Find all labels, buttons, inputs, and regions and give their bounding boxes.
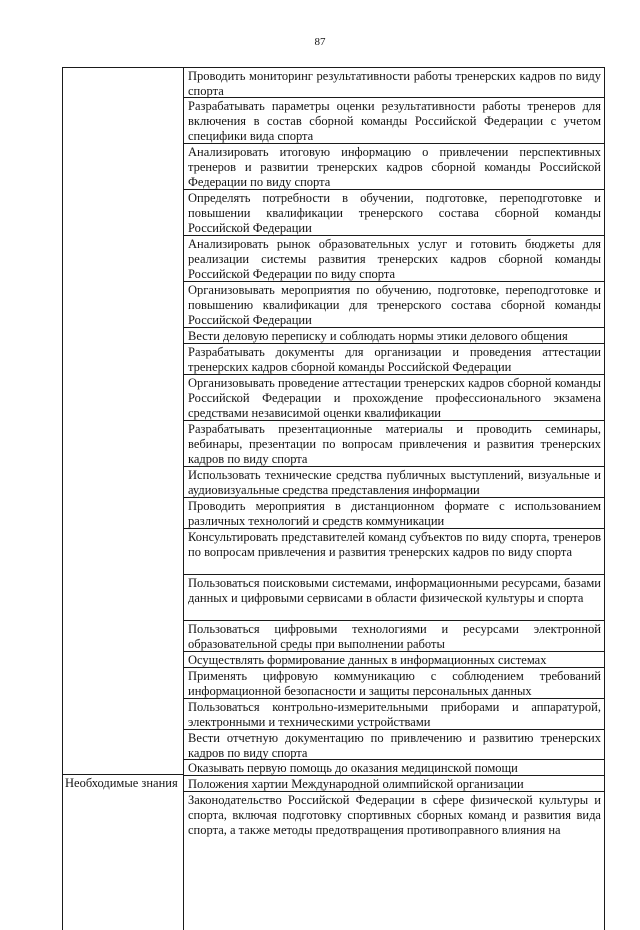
skill-cell: Разрабатывать документы для организации и проведения аттестации тренерских кадров сборной команды Российской Федерации (184, 344, 604, 375)
skill-cell: Пользоваться цифровыми технологиями и ресурсами электронной образовательной среды при выполнении работы (184, 621, 604, 652)
skill-cell: Проводить мониторинг результативности работы тренерских кадров по виду спорта (184, 68, 604, 98)
knowledge-label: Необходимые знания (65, 774, 181, 791)
skill-cell: Оказывать первую помощь до оказания медицинской помощи (184, 760, 604, 776)
skill-cell: Организовывать мероприятия по обучению, подготовке, переподготовке и повышению квалификации для тренерского состава сборной команды Российской Федерации (184, 282, 604, 328)
skill-cell: Пользоваться контрольно-измерительными приборами и аппаратурой, электронными и техническими устройствами (184, 699, 604, 730)
skill-cell: Определять потребности в обучении, подготовке, переподготовке и повышении квалификации тренерского состава сборной команды Российской Федерации (184, 190, 604, 236)
skill-cell: Организовывать проведение аттестации тренерских кадров сборной команды Российской Федерации и прохождение профессионального экзамена средствами независимой оценки квалификации (184, 375, 604, 421)
skill-cell: Анализировать рынок образовательных услуг и готовить бюджеты для реализации системы развития тренерских кадров сборной команды Российской Федерации по виду спорта (184, 236, 604, 282)
content-column (184, 68, 605, 930)
knowledge-cell: Положения хартии Международной олимпийской организации (184, 776, 604, 792)
skill-cell: Применять цифровую коммуникацию с соблюдением требований информационной безопасности и защиты персональных данных (184, 668, 604, 699)
skill-cell: Осуществлять формирование данных в информационных системах (184, 652, 604, 668)
skill-cell: Анализировать итоговую информацию о привлечении перспективных тренеров и развитии тренерских кадров сборной команды Российской Федерации по виду спорта (184, 144, 604, 190)
skill-cell: Использовать технические средства публичных выступлений, визуальные и аудиовизуальные средства представления информации (184, 467, 604, 498)
page-number: 87 (314, 36, 326, 48)
skill-cell: Разрабатывать презентационные материалы и проводить семинары, вебинары, презентации по вопросам привлечения и развития тренерских кадров по виду спорта (184, 421, 604, 467)
skill-cell: Проводить мероприятия в дистанционном формате с использованием различных технологий и средств коммуникации (184, 498, 604, 529)
skill-cell: Консультировать представителей команд субъектов по виду спорта, тренеров по вопросам привлечения и развития тренерских кадров по виду спорта (184, 529, 604, 575)
skill-cell: Вести отчетную документацию по привлечению и развитию тренерских кадров по виду спорта (184, 730, 604, 760)
skill-cell: Пользоваться поисковыми системами, информационными ресурсами, базами данных и цифровыми сервисами в области физической культуры и спорта (184, 575, 604, 621)
qualification-table (62, 67, 605, 930)
skill-cell: Разрабатывать параметры оценки результативности работы тренеров для включения в состав сборной команды Российской Федерации с учетом специфики вида спорта (184, 98, 604, 144)
knowledge-cell: Законодательство Российской Федерации в сфере физической культуры и спорта, включая подготовку спортивных сборных команд и развития вида спорта, а также методы предотвращения противоправного влияния на (188, 793, 601, 838)
label-column (63, 68, 184, 930)
skill-cell: Вести деловую переписку и соблюдать нормы этики делового общения (184, 328, 604, 344)
